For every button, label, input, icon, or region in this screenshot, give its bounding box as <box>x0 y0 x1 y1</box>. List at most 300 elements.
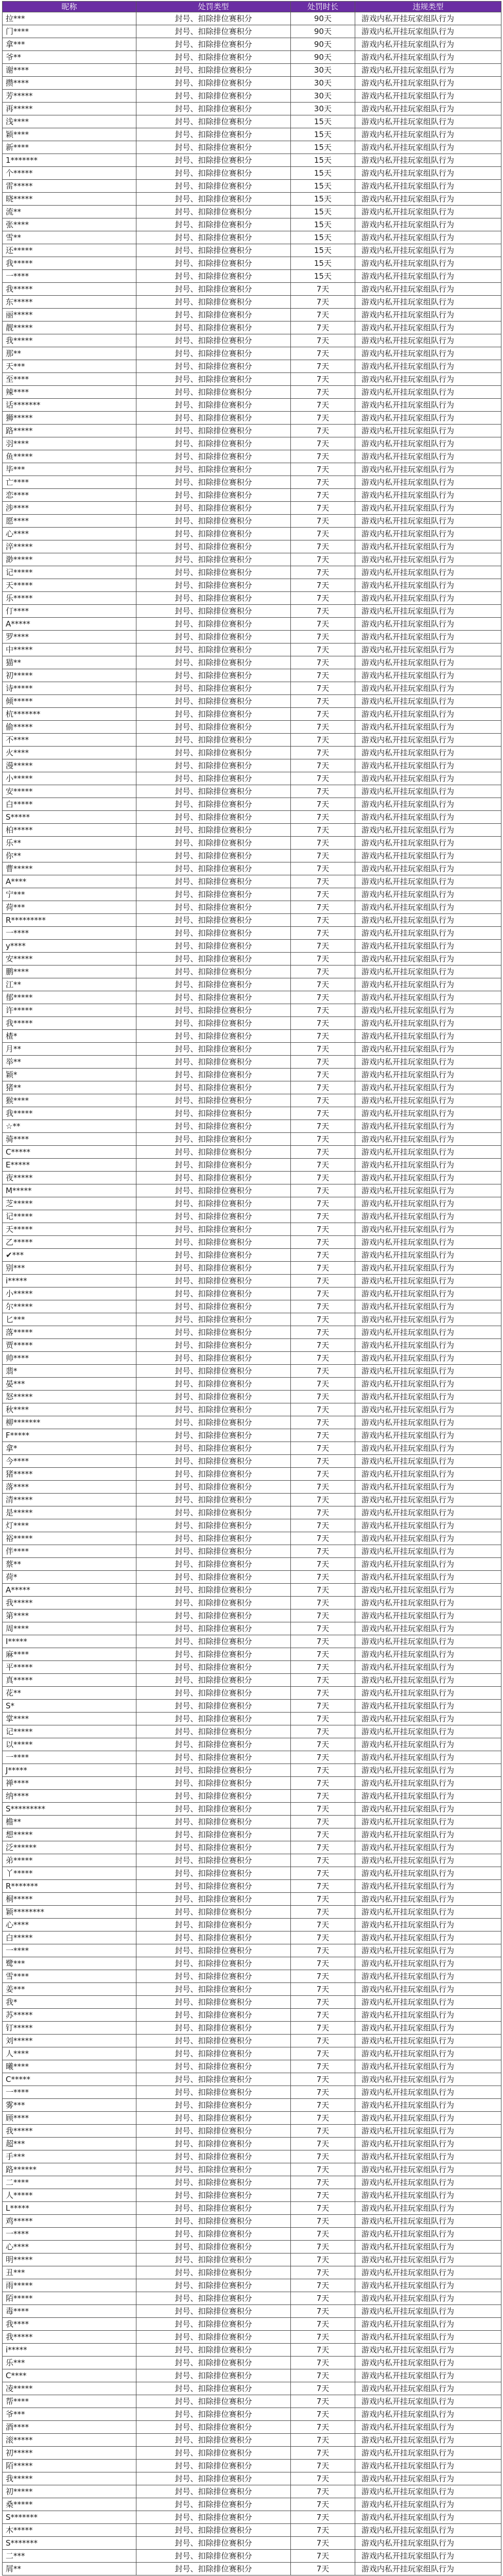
penalty-duration-cell: 7天 <box>291 1159 355 1172</box>
penalty-type-cell: 封号、扣除排位赛积分 <box>136 1725 291 1738</box>
penalty-type-cell: 封号、扣除排位赛积分 <box>136 1275 291 1287</box>
table-row <box>3 1506 501 1519</box>
table-row <box>3 2472 501 2485</box>
penalty-duration-cell: 30天 <box>291 103 355 115</box>
violation-type-cell: 游戏内私开挂玩家组队行为 <box>355 1545 501 1558</box>
table-row <box>3 1661 501 1674</box>
penalty-duration-cell: 7天 <box>291 2382 355 2395</box>
penalty-type-cell: 封号、扣除排位赛积分 <box>136 1403 291 1416</box>
penalty-type-cell: 封号、扣除排位赛积分 <box>136 2511 291 2524</box>
table-row <box>3 1043 501 1056</box>
table-row <box>3 914 501 927</box>
penalty-duration-cell: 7天 <box>291 1931 355 1944</box>
penalty-duration-cell: 7天 <box>291 2022 355 2035</box>
violation-type-cell: 游戏内私开挂玩家组队行为 <box>355 1468 501 1481</box>
nickname-cell: 白***** <box>3 798 136 811</box>
penalty-type-cell: 封号、扣除排位赛积分 <box>136 270 291 283</box>
penalty-type-cell: 封号、扣除排位赛积分 <box>136 1107 291 1120</box>
nickname-cell: 怒***** <box>3 1391 136 1403</box>
penalty-table <box>2 1 501 2575</box>
penalty-duration-cell: 7天 <box>291 2511 355 2524</box>
violation-type-cell: 游戏内私开挂玩家组队行为 <box>355 2537 501 2550</box>
nickname-cell: 我***** <box>3 334 136 347</box>
nickname-cell: 今**** <box>3 1455 136 1468</box>
penalty-duration-cell: 7天 <box>291 2537 355 2550</box>
penalty-type-cell: 封号、扣除排位赛积分 <box>136 334 291 347</box>
violation-type-cell: 游戏内私开挂玩家组队行为 <box>355 1983 501 1996</box>
penalty-type-cell: 封号、扣除排位赛积分 <box>136 2357 291 2369</box>
table-row <box>3 1391 501 1403</box>
penalty-type-cell: 封号、扣除排位赛积分 <box>136 2472 291 2485</box>
penalty-duration-cell: 7天 <box>291 785 355 798</box>
violation-type-cell: 游戏内私开挂玩家组队行为 <box>355 2524 501 2537</box>
violation-type-cell: 游戏内私开挂玩家组队行为 <box>355 2138 501 2150</box>
table-row <box>3 1597 501 1609</box>
penalty-duration-cell: 7天 <box>291 1506 355 1519</box>
penalty-type-cell: 封号、扣除排位赛积分 <box>136 115 291 128</box>
table-row <box>3 180 501 193</box>
penalty-type-cell: 封号、扣除排位赛积分 <box>136 1713 291 1725</box>
table-row <box>3 1378 501 1391</box>
penalty-duration-cell: 7天 <box>291 1790 355 1803</box>
violation-type-cell: 游戏内私开挂玩家组队行为 <box>355 2047 501 2060</box>
penalty-type-cell: 封号、扣除排位赛积分 <box>136 1210 291 1223</box>
violation-type-cell: 游戏内私开挂玩家组队行为 <box>355 1197 501 1210</box>
penalty-type-cell: 封号、扣除排位赛积分 <box>136 193 291 206</box>
penalty-type-cell: 封号、扣除排位赛积分 <box>136 321 291 334</box>
violation-type-cell: 游戏内私开挂玩家组队行为 <box>355 2485 501 2498</box>
penalty-duration-cell: 7天 <box>291 1365 355 1378</box>
penalty-duration-cell: 7天 <box>291 1983 355 1996</box>
violation-type-cell: 游戏内私开挂玩家组队行为 <box>355 1300 501 1313</box>
nickname-cell: 爷** <box>3 51 136 64</box>
nickname-cell: 颖**** <box>3 128 136 141</box>
penalty-type-cell: 封号、扣除排位赛积分 <box>136 1352 291 1365</box>
penalty-duration-cell: 7天 <box>291 1597 355 1609</box>
penalty-duration-cell: 7天 <box>291 2434 355 2447</box>
penalty-duration-cell: 7天 <box>291 1532 355 1545</box>
table-row <box>3 1468 501 1481</box>
nickname-cell: 姜*** <box>3 1983 136 1996</box>
penalty-type-cell: 封号、扣除排位赛积分 <box>136 2099 291 2112</box>
violation-type-cell: 游戏内私开挂玩家组队行为 <box>355 412 501 425</box>
violation-type-cell: 游戏内私开挂玩家组队行为 <box>355 1790 501 1803</box>
violation-type-cell: 游戏内私开挂玩家组队行为 <box>355 1326 501 1339</box>
penalty-duration-cell: 7天 <box>291 1558 355 1571</box>
penalty-type-cell: 封号、扣除排位赛积分 <box>136 528 291 540</box>
table-row <box>3 631 501 643</box>
penalty-type-cell: 封号、扣除排位赛积分 <box>136 1622 291 1635</box>
penalty-type-cell: 封号、扣除排位赛积分 <box>136 2060 291 2073</box>
table-row <box>3 1146 501 1159</box>
penalty-duration-cell: 7天 <box>291 1468 355 1481</box>
penalty-type-cell: 封号、扣除排位赛积分 <box>136 1648 291 1661</box>
violation-type-cell: 游戏内私开挂玩家组队行为 <box>355 64 501 77</box>
penalty-type-cell: 封号、扣除排位赛积分 <box>136 2215 291 2228</box>
table-row <box>3 540 501 553</box>
table-row <box>3 2395 501 2408</box>
penalty-duration-cell: 7天 <box>291 1687 355 1700</box>
penalty-type-cell: 封号、扣除排位赛积分 <box>136 2228 291 2241</box>
table-row <box>3 489 501 502</box>
penalty-type-cell: 封号、扣除排位赛积分 <box>136 862 291 875</box>
violation-type-cell: 游戏内私开挂玩家组队行为 <box>355 1442 501 1455</box>
penalty-type-cell: 封号、扣除排位赛积分 <box>136 747 291 759</box>
penalty-duration-cell: 7天 <box>291 2189 355 2202</box>
table-row <box>3 1416 501 1429</box>
violation-type-cell: 游戏内私开挂玩家组队行为 <box>355 347 501 360</box>
nickname-cell: 别*** <box>3 1262 136 1275</box>
nickname-cell: 涉**** <box>3 502 136 515</box>
nickname-cell: 爷*** <box>3 2408 136 2421</box>
nickname-cell: 人***** <box>3 2189 136 2202</box>
nickname-cell: 东***** <box>3 296 136 309</box>
penalty-type-cell: 封号、扣除排位赛积分 <box>136 927 291 940</box>
violation-type-cell: 游戏内私开挂玩家组队行为 <box>355 1365 501 1378</box>
penalty-duration-cell: 7天 <box>291 1339 355 1352</box>
nickname-cell: 我***** <box>3 257 136 270</box>
violation-type-cell: 游戏内私开挂玩家组队行为 <box>355 2434 501 2447</box>
violation-type-cell: 游戏内私开挂玩家组队行为 <box>355 2344 501 2357</box>
penalty-type-cell: 封号、扣除排位赛积分 <box>136 1635 291 1648</box>
penalty-duration-cell: 7天 <box>291 2047 355 2060</box>
violation-type-cell: 游戏内私开挂玩家组队行为 <box>355 1893 501 1906</box>
violation-type-cell: 游戏内私开挂玩家组队行为 <box>355 2228 501 2241</box>
nickname-cell: C***** <box>3 1146 136 1159</box>
nickname-cell: 周**** <box>3 1622 136 1635</box>
nickname-cell: C**** <box>3 2369 136 2382</box>
table-row <box>3 360 501 373</box>
table-row <box>3 1236 501 1249</box>
table-row <box>3 218 501 231</box>
table-row <box>3 978 501 991</box>
table-row <box>3 1558 501 1571</box>
nickname-cell: F***** <box>3 1429 136 1442</box>
nickname-cell: 杭******* <box>3 708 136 721</box>
violation-type-cell: 游戏内私开挂玩家组队行为 <box>355 914 501 927</box>
violation-type-cell: 游戏内私开挂玩家组队行为 <box>355 154 501 167</box>
violation-type-cell: 游戏内私开挂玩家组队行为 <box>355 528 501 540</box>
penalty-type-cell: 封号、扣除排位赛积分 <box>136 1146 291 1159</box>
penalty-type-cell: 封号、扣除排位赛积分 <box>136 2253 291 2266</box>
table-row <box>3 425 501 437</box>
nickname-cell: 雪** <box>3 231 136 244</box>
penalty-duration-cell: 7天 <box>291 2073 355 2086</box>
nickname-cell: y**** <box>3 940 136 953</box>
nickname-cell: 雾*** <box>3 2099 136 2112</box>
penalty-duration-cell: 7天 <box>291 309 355 321</box>
penalty-type-cell: 封号、扣除排位赛积分 <box>136 2344 291 2357</box>
penalty-duration-cell: 7天 <box>291 2215 355 2228</box>
violation-type-cell: 游戏内私开挂玩家组队行为 <box>355 811 501 824</box>
violation-type-cell: 游戏内私开挂玩家组队行为 <box>355 1919 501 1931</box>
penalty-type-cell: 封号、扣除排位赛积分 <box>136 1094 291 1107</box>
penalty-duration-cell: 7天 <box>291 592 355 605</box>
penalty-type-cell: 封号、扣除排位赛积分 <box>136 540 291 553</box>
violation-type-cell: 游戏内私开挂玩家组队行为 <box>355 631 501 643</box>
penalty-type-cell: 封号、扣除排位赛积分 <box>136 592 291 605</box>
violation-type-cell: 游戏内私开挂玩家组队行为 <box>355 103 501 115</box>
penalty-duration-cell: 7天 <box>291 1004 355 1017</box>
penalty-duration-cell: 7天 <box>291 2086 355 2099</box>
nickname-cell: 尔***** <box>3 1300 136 1313</box>
violation-type-cell: 游戏内私开挂玩家组队行为 <box>355 2550 501 2563</box>
nickname-cell: 曦**** <box>3 2060 136 2073</box>
penalty-type-cell: 封号、扣除排位赛积分 <box>136 2086 291 2099</box>
nickname-cell: 中***** <box>3 643 136 656</box>
nickname-cell: 拿*** <box>3 38 136 51</box>
penalty-type-cell: 封号、扣除排位赛积分 <box>136 2047 291 2060</box>
nickname-cell: 鸡***** <box>3 2215 136 2228</box>
nickname-cell: 二*** <box>3 2550 136 2563</box>
nickname-cell: 一**** <box>3 927 136 940</box>
violation-type-cell: 游戏内私开挂玩家组队行为 <box>355 2382 501 2395</box>
penalty-type-cell: 封号、扣除排位赛积分 <box>136 1854 291 1867</box>
violation-type-cell: 游戏内私开挂玩家组队行为 <box>355 90 501 103</box>
nickname-cell: 柏***** <box>3 824 136 837</box>
nickname-cell: I***** <box>3 1635 136 1648</box>
violation-type-cell: 游戏内私开挂玩家组队行为 <box>355 1519 501 1532</box>
penalty-duration-cell: 7天 <box>291 540 355 553</box>
penalty-duration-cell: 7天 <box>291 1661 355 1674</box>
penalty-duration-cell: 7天 <box>291 1828 355 1841</box>
penalty-type-cell: 封号、扣除排位赛积分 <box>136 669 291 682</box>
violation-type-cell: 游戏内私开挂玩家组队行为 <box>355 1622 501 1635</box>
violation-type-cell: 游戏内私开挂玩家组队行为 <box>355 1236 501 1249</box>
table-row <box>3 824 501 837</box>
nickname-cell: 一**** <box>3 1944 136 1957</box>
penalty-type-cell: 封号、扣除排位赛积分 <box>136 1262 291 1275</box>
nickname-cell: L***** <box>3 2202 136 2215</box>
penalty-duration-cell: 7天 <box>291 1146 355 1159</box>
table-row <box>3 1159 501 1172</box>
penalty-type-cell: 封号、扣除排位赛积分 <box>136 1172 291 1184</box>
violation-type-cell: 游戏内私开挂玩家组队行为 <box>355 1494 501 1506</box>
nickname-cell: 檐** <box>3 1816 136 1828</box>
penalty-type-cell: 封号、扣除排位赛积分 <box>136 1828 291 1841</box>
violation-type-cell: 游戏内私开挂玩家组队行为 <box>355 1275 501 1287</box>
nickname-cell: 泛****** <box>3 1841 136 1854</box>
penalty-type-cell: 封号、扣除排位赛积分 <box>136 2395 291 2408</box>
penalty-duration-cell: 7天 <box>291 656 355 669</box>
penalty-duration-cell: 7天 <box>291 2009 355 2022</box>
nickname-cell: ✔*** <box>3 1249 136 1262</box>
penalty-duration-cell: 7天 <box>291 1172 355 1184</box>
penalty-duration-cell: 7天 <box>291 1880 355 1893</box>
nickname-cell: 猪** <box>3 1081 136 1094</box>
table-row <box>3 888 501 901</box>
violation-type-cell: 游戏内私开挂玩家组队行为 <box>355 2125 501 2138</box>
penalty-type-cell: 封号、扣除排位赛积分 <box>136 1378 291 1391</box>
table-row <box>3 991 501 1004</box>
penalty-type-cell: 封号、扣除排位赛积分 <box>136 1300 291 1313</box>
nickname-cell: 拿* <box>3 1442 136 1455</box>
violation-type-cell: 游戏内私开挂玩家组队行为 <box>355 2472 501 2485</box>
nickname-cell: 月** <box>3 1043 136 1056</box>
nickname-cell: 屑** <box>3 2563 136 2575</box>
table-row <box>3 2511 501 2524</box>
penalty-duration-cell: 7天 <box>291 283 355 296</box>
penalty-type-cell: 封号、扣除排位赛积分 <box>136 811 291 824</box>
table-row <box>3 940 501 953</box>
table-row <box>3 77 501 90</box>
nickname-cell: 桐***** <box>3 1893 136 1906</box>
penalty-type-cell: 封号、扣除排位赛积分 <box>136 785 291 798</box>
table-row <box>3 270 501 283</box>
violation-type-cell: 游戏内私开挂玩家组队行为 <box>355 1030 501 1043</box>
penalty-type-cell: 封号、扣除排位赛积分 <box>136 1880 291 1893</box>
violation-type-cell: 游戏内私开挂玩家组队行为 <box>355 2408 501 2421</box>
violation-type-cell: 游戏内私开挂玩家组队行为 <box>355 309 501 321</box>
penalty-duration-cell: 7天 <box>291 1403 355 1416</box>
violation-type-cell: 游戏内私开挂玩家组队行为 <box>355 2086 501 2099</box>
table-row <box>3 283 501 296</box>
violation-type-cell: 游戏内私开挂玩家组队行为 <box>355 656 501 669</box>
penalty-duration-cell: 7天 <box>291 579 355 592</box>
violation-type-cell: 游戏内私开挂玩家组队行为 <box>355 77 501 90</box>
penalty-duration-cell: 7天 <box>291 811 355 824</box>
penalty-type-cell: 封号、扣除排位赛积分 <box>136 1223 291 1236</box>
nickname-cell: 初***** <box>3 2447 136 2460</box>
violation-type-cell: 游戏内私开挂玩家组队行为 <box>355 1867 501 1880</box>
violation-type-cell: 游戏内私开挂玩家组队行为 <box>355 1262 501 1275</box>
table-row <box>3 2279 501 2292</box>
nickname-cell: 凌***** <box>3 2382 136 2395</box>
table-row <box>3 515 501 528</box>
penalty-duration-cell: 7天 <box>291 2331 355 2344</box>
nickname-cell: 诗***** <box>3 682 136 695</box>
penalty-duration-cell: 15天 <box>291 257 355 270</box>
violation-type-cell: 游戏内私开挂玩家组队行为 <box>355 1803 501 1816</box>
penalty-type-cell: 封号、扣除排位赛积分 <box>136 2434 291 2447</box>
nickname-cell: 记***** <box>3 566 136 579</box>
penalty-duration-cell: 7天 <box>291 1262 355 1275</box>
violation-type-cell: 游戏内私开挂玩家组队行为 <box>355 206 501 218</box>
penalty-type-cell: 封号、扣除排位赛积分 <box>136 2150 291 2163</box>
nickname-cell: 毕*** <box>3 463 136 476</box>
nickname-cell: 天***** <box>3 1223 136 1236</box>
violation-type-cell: 游戏内私开挂玩家组队行为 <box>355 1777 501 1790</box>
violation-type-cell: 游戏内私开挂玩家组队行为 <box>355 965 501 978</box>
penalty-duration-cell: 7天 <box>291 2292 355 2305</box>
nickname-cell: 楂* <box>3 1030 136 1043</box>
table-row <box>3 1030 501 1043</box>
violation-type-cell: 游戏内私开挂玩家组队行为 <box>355 2305 501 2318</box>
penalty-table-container <box>2 1 501 2575</box>
table-row <box>3 1584 501 1597</box>
nickname-cell: 宁*** <box>3 888 136 901</box>
table-row <box>3 1056 501 1069</box>
violation-type-cell: 游戏内私开挂玩家组队行为 <box>355 25 501 38</box>
penalty-type-cell: 封号、扣除排位赛积分 <box>136 1133 291 1146</box>
violation-type-cell: 游戏内私开挂玩家组队行为 <box>355 2318 501 2331</box>
table-row <box>3 1841 501 1854</box>
penalty-duration-cell: 7天 <box>291 2395 355 2408</box>
nickname-cell: S******* <box>3 2537 136 2550</box>
nickname-cell: 我***** <box>3 1107 136 1120</box>
penalty-duration-cell: 7天 <box>291 953 355 965</box>
table-body <box>3 12 501 2575</box>
penalty-type-cell: 封号、扣除排位赛积分 <box>136 386 291 399</box>
violation-type-cell: 游戏内私开挂玩家组队行为 <box>355 1133 501 1146</box>
violation-type-cell: 游戏内私开挂玩家组队行为 <box>355 2009 501 2022</box>
nickname-cell: 我***** <box>3 1597 136 1609</box>
penalty-duration-cell: 7天 <box>291 1416 355 1429</box>
penalty-type-cell: 封号、扣除排位赛积分 <box>136 64 291 77</box>
penalty-type-cell: 封号、扣除排位赛积分 <box>136 1906 291 1919</box>
penalty-duration-cell: 7天 <box>291 605 355 618</box>
nickname-cell: 乙***** <box>3 1236 136 1249</box>
penalty-duration-cell: 7天 <box>291 528 355 540</box>
penalty-type-cell: 封号、扣除排位赛积分 <box>136 1069 291 1081</box>
violation-type-cell: 游戏内私开挂玩家组队行为 <box>355 1506 501 1519</box>
penalty-duration-cell: 7天 <box>291 1030 355 1043</box>
penalty-duration-cell: 7天 <box>291 631 355 643</box>
penalty-duration-cell: 7天 <box>291 463 355 476</box>
penalty-type-cell: 封号、扣除排位赛积分 <box>136 1468 291 1481</box>
nickname-cell: 猪***** <box>3 1468 136 1481</box>
violation-type-cell: 游戏内私开挂玩家组队行为 <box>355 1751 501 1764</box>
table-row <box>3 334 501 347</box>
nickname-cell: 曹***** <box>3 862 136 875</box>
violation-type-cell: 游戏内私开挂玩家组队行为 <box>355 721 501 734</box>
nickname-cell: 顾**** <box>3 2112 136 2125</box>
nickname-cell: 还***** <box>3 244 136 257</box>
nickname-cell: ☆** <box>3 1120 136 1133</box>
penalty-duration-cell: 7天 <box>291 1635 355 1648</box>
penalty-type-cell: 封号、扣除排位赛积分 <box>136 2408 291 2421</box>
table-row <box>3 2331 501 2344</box>
table-row <box>3 772 501 785</box>
penalty-duration-cell: 7天 <box>291 1236 355 1249</box>
table-row <box>3 2163 501 2176</box>
penalty-duration-cell: 7天 <box>291 1713 355 1725</box>
penalty-duration-cell: 7天 <box>291 1391 355 1403</box>
penalty-duration-cell: 7天 <box>291 1275 355 1287</box>
table-row <box>3 244 501 257</box>
penalty-duration-cell: 7天 <box>291 1571 355 1584</box>
penalty-type-cell: 封号、扣除排位赛积分 <box>136 347 291 360</box>
nickname-cell: 乐***** <box>3 592 136 605</box>
penalty-type-cell: 封号、扣除排位赛积分 <box>136 850 291 862</box>
violation-type-cell: 游戏内私开挂玩家组队行为 <box>355 1287 501 1300</box>
table-row <box>3 128 501 141</box>
nickname-cell: 亡**** <box>3 476 136 489</box>
penalty-type-cell: 封号、扣除排位赛积分 <box>136 2009 291 2022</box>
penalty-duration-cell: 7天 <box>291 2279 355 2292</box>
violation-type-cell: 游戏内私开挂玩家组队行为 <box>355 669 501 682</box>
nickname-cell: 小***** <box>3 1287 136 1300</box>
nickname-cell: 攒**** <box>3 77 136 90</box>
nickname-cell: 流** <box>3 206 136 218</box>
penalty-type-cell: 封号、扣除排位赛积分 <box>136 2035 291 2047</box>
penalty-duration-cell: 7天 <box>291 2138 355 2150</box>
penalty-duration-cell: 7天 <box>291 1622 355 1635</box>
nickname-cell: 记***** <box>3 1210 136 1223</box>
table-row <box>3 2344 501 2357</box>
penalty-duration-cell: 7天 <box>291 850 355 862</box>
penalty-duration-cell: 7天 <box>291 1893 355 1906</box>
penalty-duration-cell: 7天 <box>291 1197 355 1210</box>
table-row <box>3 1970 501 1983</box>
violation-type-cell: 游戏内私开挂玩家组队行为 <box>355 1223 501 1236</box>
penalty-type-cell: 封号、扣除排位赛积分 <box>136 1571 291 1584</box>
table-row <box>3 2086 501 2099</box>
violation-type-cell: 游戏内私开挂玩家组队行为 <box>355 1635 501 1648</box>
penalty-duration-cell: 7天 <box>291 1133 355 1146</box>
penalty-duration-cell: 7天 <box>291 1069 355 1081</box>
table-row <box>3 1687 501 1700</box>
